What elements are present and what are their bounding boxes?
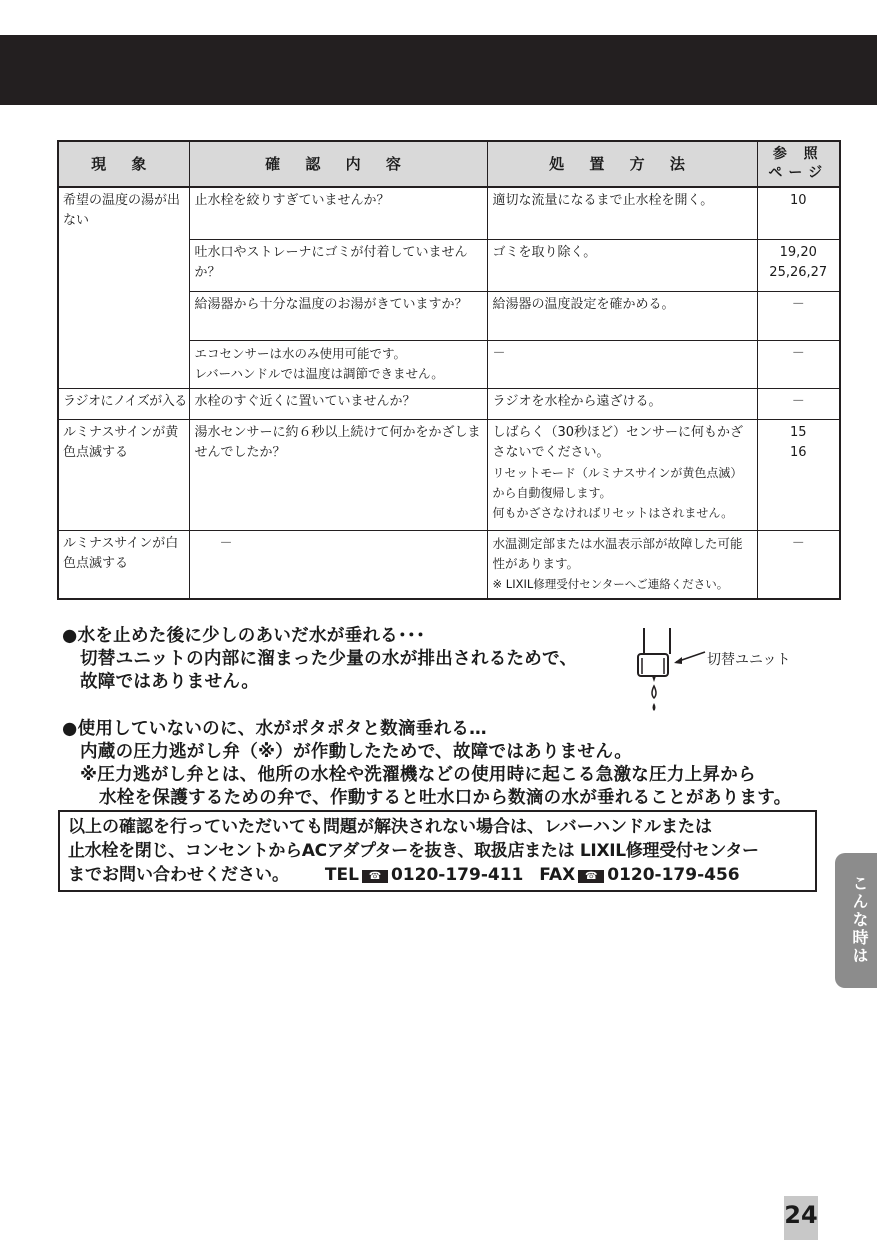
- remedy-sub: ※ LIXIL修理受付センターへご連絡ください。: [492, 576, 729, 591]
- remedy-main: 水温測定部または水温表示部が故障した可能性があります。: [492, 535, 743, 571]
- tel-label: TEL: [324, 865, 359, 885]
- note-title: ●水を止めた後に少しのあいだ水が垂れる･･･: [62, 626, 426, 646]
- remedy-cell: 給湯器の温度設定を確かめる。: [487, 291, 757, 340]
- page-ref-cell: －: [757, 388, 840, 419]
- remedy-cell: ゴミを取り除く。: [487, 239, 757, 291]
- symptom-cell: ルミナスサインが黄色点滅する: [58, 419, 189, 530]
- remedy-sub: リセットモード（ルミナスサインが黄色点滅）から自動復帰します。: [492, 465, 743, 500]
- remedy-cell: －: [487, 340, 757, 388]
- note-title: ●使用していないのに、水がポタポタと数滴垂れる…: [62, 719, 487, 739]
- symptom-cell: ルミナスサインが白色点滅する: [58, 530, 189, 599]
- page-ref-cell: 19,20 25,26,27: [757, 239, 840, 291]
- note-text: 内蔵の圧力逃がし弁（※）が作動したためで、故障ではありません。: [80, 742, 633, 762]
- header-remedy: 処 置 方 法: [487, 141, 757, 187]
- page-ref-cell: 10: [757, 187, 840, 239]
- header-band: [0, 35, 877, 105]
- free-dial-icon: ☎: [362, 870, 388, 883]
- check-line: エコセンサーは水のみ使用可能です。: [194, 345, 407, 361]
- header-check: 確 認 内 容: [189, 141, 487, 187]
- check-cell: －: [189, 530, 487, 599]
- section-tab[interactable]: [835, 853, 877, 988]
- note-text: 水栓を保護するための弁で、作動すると吐水口から数滴の水が垂れることがあります。: [99, 788, 792, 808]
- free-dial-icon: ☎: [578, 870, 604, 883]
- page-ref-cell: －: [757, 291, 840, 340]
- check-cell: [189, 340, 487, 388]
- symptom-cell: ラジオにノイズが入る: [58, 388, 189, 419]
- table-row: [58, 530, 840, 599]
- check-cell: 給湯器から十分な温度のお湯がきていますか？: [189, 291, 487, 340]
- switching-unit-label: 切替ユニット: [707, 652, 791, 668]
- fax-number: 0120-179-456: [607, 865, 740, 885]
- remedy-cell: ラジオを水栓から遠ざける。: [487, 388, 757, 419]
- check-cell: 止水栓を絞りすぎていませんか？: [189, 187, 487, 239]
- table-row: [58, 187, 840, 239]
- page-ref-cell: －: [757, 530, 840, 599]
- check-cell: 水栓のすぐ近くに置いていませんか？: [189, 388, 487, 419]
- table-row: [58, 388, 840, 419]
- check-cell: 湯水センサーに約６秒以上続けて何かをかざしませんでしたか？: [189, 419, 487, 530]
- header-symptom: 現 象: [58, 141, 189, 187]
- contact-text: 以上の確認を行っていただいても問題が解決されない場合は、レバーハンドルまたは: [68, 817, 712, 837]
- symptom-cell: 希望の温度の湯が出ない: [58, 187, 189, 388]
- switching-unit-illustration: [630, 628, 805, 718]
- contact-text: 止水栓を閉じ、コンセントからACアダプターを抜き、取扱店または LIXIL修理受付センター: [68, 841, 759, 861]
- fax-label: FAX: [539, 865, 576, 885]
- table-row: [58, 419, 840, 530]
- note-text: ※圧力逃がし弁とは、他所の水栓や洗濯機などの使用時に起こる急激な圧力上昇から: [80, 765, 756, 785]
- contact-box: [58, 810, 817, 892]
- header-ref-page: 参 照 ページ: [757, 141, 840, 187]
- page-number: 24: [784, 1196, 818, 1240]
- remedy-cell: [487, 419, 757, 530]
- troubleshooting-table: [57, 140, 841, 600]
- check-cell: 吐水口やストレーナにゴミが付着していませんか？: [189, 239, 487, 291]
- remedy-cell: 適切な流量になるまで止水栓を開く。: [487, 187, 757, 239]
- remedy-sub: 何もかざさなければリセットはされません。: [492, 505, 734, 520]
- page-ref-cell: 15 16: [757, 419, 840, 530]
- note-dripping-after-stop: [62, 625, 577, 694]
- remedy-main: しばらく（30秒ほど）センサーに何もかざさないでください。: [492, 424, 744, 460]
- contact-text: までお問い合わせください。: [68, 865, 289, 885]
- table-header-row: [58, 141, 840, 187]
- check-line: レバーハンドルでは温度は調節できません。: [194, 365, 444, 381]
- note-text: 切替ユニットの内部に溜まった少量の水が排出されるためで、: [80, 649, 578, 669]
- note-text: 故障ではありません。: [80, 672, 260, 692]
- remedy-cell: [487, 530, 757, 599]
- contact-phone-line: [68, 863, 815, 887]
- section-tab-label: こんな時は: [850, 875, 869, 965]
- tel-number: 0120-179-411: [390, 865, 524, 885]
- page-ref-cell: －: [757, 340, 840, 388]
- note-dripping-unused: [62, 718, 791, 810]
